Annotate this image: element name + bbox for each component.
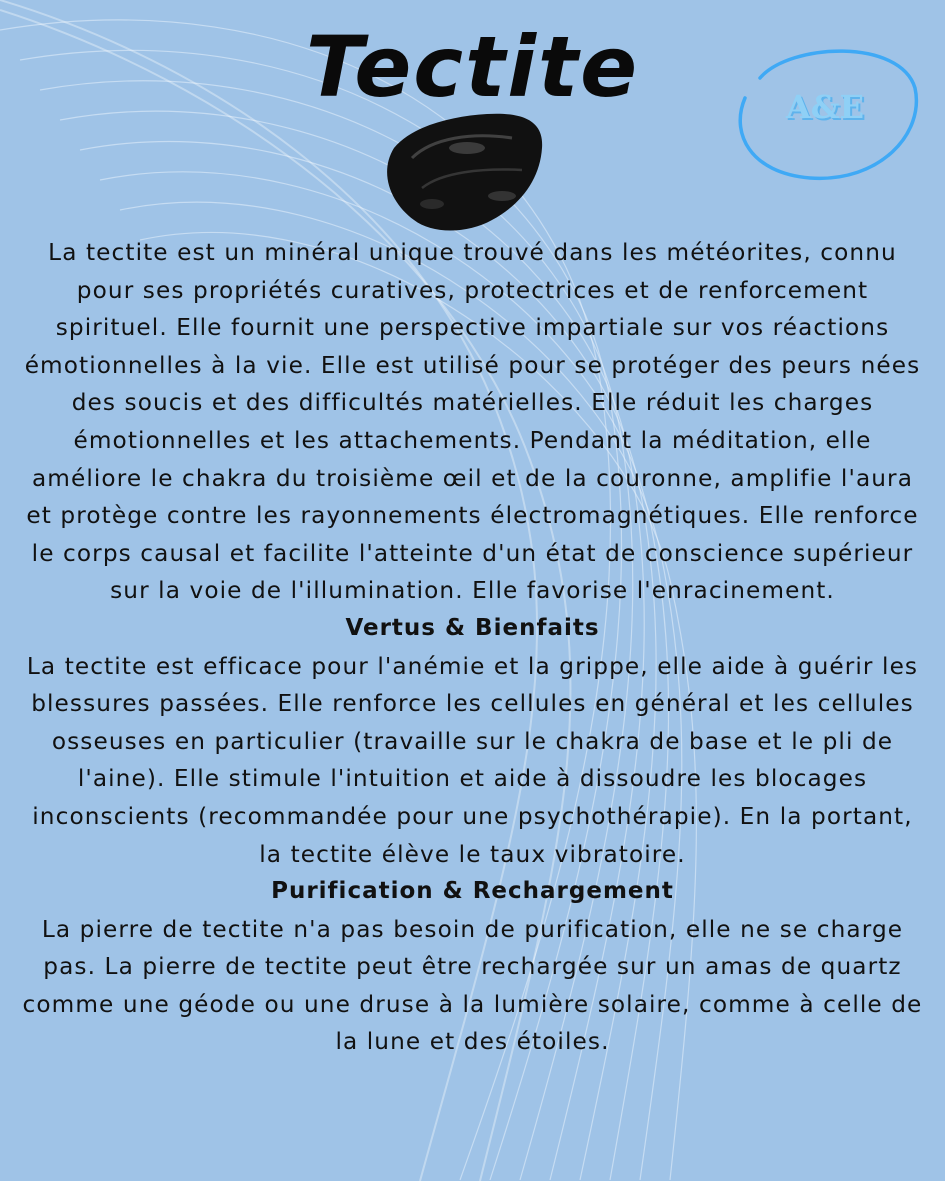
brand-logo (730, 38, 920, 188)
section-text-vertus: La tectite est efficace pour l'anémie et la grippe, elle aide à guérir les blessures passées. Elle renforce les cellules en général et les cellules osseuses en particulier (travaille sur le chakra de base et le pli de l'aine). Elle stimule l'intuition et aide à dissoudre les blocages inconscients (recommandée pour une psychothérapie). En la portant, la tectite élève le taux vibratoire. (26, 652, 919, 868)
intro-paragraph: La tectite est un minéral unique trouvé dans les météorites, connu pour ses propriétés curatives, protectrices et de renforcement spirituel. Elle fournit une perspective impartiale sur vos réactions émotionnelles à la vie. Elle est utilisé pour se protéger des peurs nées des soucis et des difficultés matérielles. Elle réduit les charges émotionnelles et les attachements. Pendant la méditation, elle améliore le chakra du troisième œil et de la couronne, amplifie l'aura et protège contre les rayonnements électromagnétiques. Elle renforce le corps causal et facilite l'atteinte d'un état de conscience supérieur sur la voie de l'illumination. Elle favorise l'enracinement. (24, 239, 921, 605)
section-heading-purification: Purification & Rechargement (271, 878, 674, 905)
logo-text: A&E (785, 88, 865, 126)
section-heading-vertus: Vertus & Bienfaits (345, 614, 600, 641)
section-text-purification: La pierre de tectite n'a pas besoin de purification, elle ne se charge pas. La pierre de tectite peut être rechargée sur un amas de quartz comme une géode ou une druse à la lumière solaire, comme à celle de la lune et des étoiles. (22, 915, 923, 1056)
tektite-stone-image (372, 108, 552, 236)
page-title: Tectite (305, 18, 640, 116)
main-content (20, 234, 925, 1061)
